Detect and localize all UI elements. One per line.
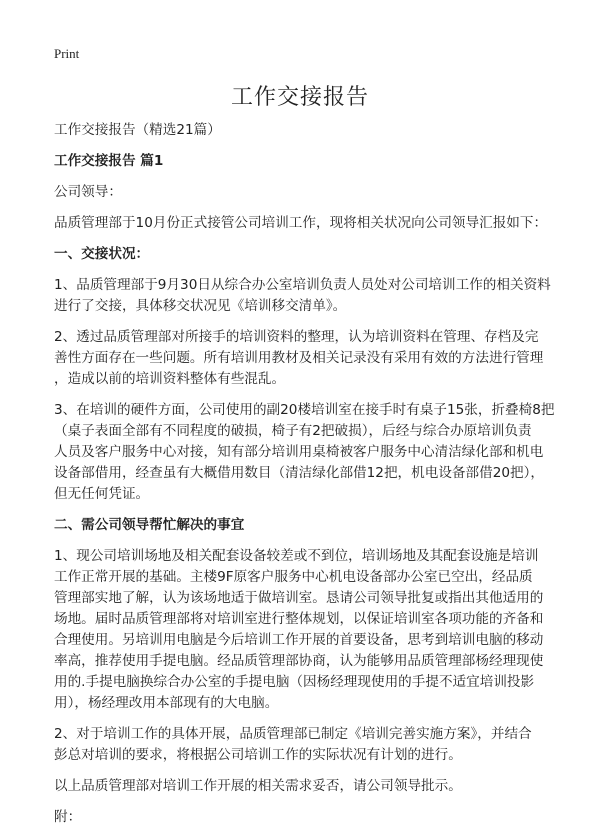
paragraph: [54, 546, 554, 714]
line: 善性方面存在一些问题。所有培训用教材及相关记录没有采用有效的方法进行管理: [54, 350, 544, 366]
line: 1、品质管理部于9月30日从综合办公室培训负责人员处对公司培训工作的相关资料: [54, 277, 551, 293]
closing-paragraph: 以上品质管理部对培训工作开展的相关需求妥否，请公司领导批示。: [54, 778, 462, 794]
document-body: [54, 120, 554, 838]
line: 用的.手提电脑换综合办公室的手提电脑（因杨经理现使用的手提不适宜培训投影: [54, 674, 535, 690]
heading-issues: 二、需公司领导帮忙解决的事宜: [54, 517, 245, 533]
line: 设备部借用，经查虽有大概借用数目（清洁绿化部借12把，机电设备部借20把），: [54, 465, 544, 481]
attachment-label: 附：: [54, 809, 82, 825]
line: 进行了交接，具体移交状况见《培训移交清单》。: [54, 298, 347, 314]
line: 用），杨经理改用本部现有的大电脑。: [54, 695, 279, 711]
heading-handover-status: 一、交接状况：: [54, 246, 150, 262]
paragraph: [54, 327, 554, 390]
section-heading: 工作交接报告 篇1: [54, 153, 164, 169]
line: 2、对于培训工作的具体开展，品质管理部已制定《培训完善实施方案》，并结合: [54, 726, 532, 742]
print-link[interactable]: Print: [54, 46, 80, 61]
line: 工作正常开展的基础。主楼9F原客户服务中心机电设备部办公室已空出，经品质: [54, 569, 533, 585]
paragraph: [54, 275, 554, 317]
line: 但无任何凭证。: [54, 486, 150, 502]
salutation: 公司领导：: [54, 184, 122, 200]
line: 3、在培训的硬件方面，公司使用的副20楼培训室在接手时有桌子15张，折叠椅8把: [54, 402, 555, 418]
line: （桌子表面全部有不同程度的破损，椅子有2把破损），后经与综合办原培训负责: [54, 423, 532, 439]
line: 场地。届时品质管理部将对培训室进行整体规划，以保证培训室各项功能的齐备和: [54, 611, 544, 627]
paragraph: [54, 724, 554, 766]
subtitle: 工作交接报告（精选21篇）: [54, 122, 221, 138]
line: 人员及客户服务中心对接，知有部分培训用桌椅被客户服务中心清洁绿化部和机电: [54, 444, 544, 460]
line: 合理使用。另培训用电脑是今后培训工作开展的首要设备，思考到培训电脑的移动: [54, 632, 544, 648]
paragraph: [54, 400, 554, 505]
line: ，造成以前的培训资料整体有些混乱。: [54, 371, 286, 387]
line: 彭总对培训的要求，将根据公司培训工作的实际状况有计划的进行。: [54, 747, 462, 763]
line: 管理部实地了解，认为该场地适于做培训室。恳请公司领导批复或指出其他适用的: [54, 590, 544, 606]
line: 2、透过品质管理部对所接手的培训资料的整理，认为培训资料在管理、存档及完: [54, 329, 539, 345]
intro-paragraph: 品质管理部于10月份正式接管公司培训工作，现将相关状况向公司领导汇报如下：: [54, 215, 548, 231]
line: 1、现公司培训场地及相关配套设备较差或不到位，培训场地及其配套设施是培训: [54, 548, 539, 564]
line: 率高，推荐使用手提电脑。经品质管理部协商，认为能够用品质管理部杨经理现使: [54, 653, 544, 669]
page-title: 工作交接报告: [230, 85, 369, 110]
